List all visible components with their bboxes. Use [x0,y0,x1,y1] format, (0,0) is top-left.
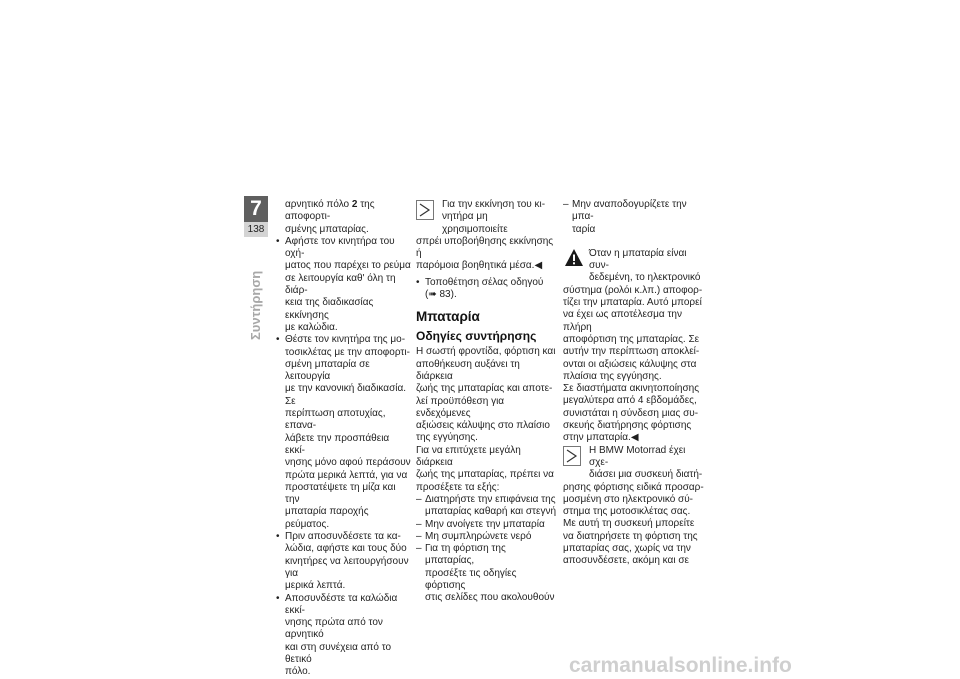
text-line: συνιστάται η σύνδεση μιας συ- [563,407,699,419]
bullet-item: • Θέστε τον κινητήρα της μο- [276,334,411,346]
bullet-item: • Αποσυνδέστε τα καλώδια εκκί- [276,593,411,618]
text-line: Για την εκκίνηση του κι- [442,199,546,210]
text-line: αρνητικό πόλο 2 της αποφορτι- [285,199,375,223]
text-line: ονται οι αξιώσεις κάλυψης στα [563,358,697,370]
text-line: λεί προϋπόθεση για ενδεχόμενες [416,395,505,419]
text-line: με καλώδια. [285,321,338,333]
warning-block [563,248,705,383]
text-line: ταρία [572,223,596,235]
text-line: της εγγύησης. [416,432,478,444]
text-line: σπρέι υποβοήθησης εκκίνησης ή [416,235,554,260]
text-line: τίζει την μπαταρία. Αυτό μπορεί [563,297,702,309]
text-line: Η BMW Motorrad έχει σχε- [589,444,686,468]
text-line: ζωής της μπαταρίας και αποτε- [416,383,553,395]
text-line: μπαταρία παροχής ρεύματος. [285,506,369,530]
bullet-item: • Τοποθέτηση σέλας οδηγού [416,277,556,289]
watermark: carmanualsonline.info [569,654,792,677]
note-block [416,199,556,273]
text-line: πόλο. [285,666,311,678]
text-line: αποθήκευση αυξάνει τη διάρκεια [416,358,520,382]
text-line: προσέξετε τα εξής: [416,481,500,493]
section-title: Συντήρηση [248,270,263,340]
note-block [563,445,705,568]
warning-triangle-icon [564,248,584,268]
text-line: τοσικλέτας με την αποφορτι- [285,346,410,358]
dash-item: – Μην ανοίγετε την μπαταρία [416,519,556,531]
text-line: Όταν η μπαταρία είναι συν- [589,247,687,272]
text-line: ζωής της μπαταρίας, πρέπει να [416,469,554,481]
text-line: μπαταρίας σας, χωρίς να την [563,543,691,555]
text-line: λάβετε την προσπάθεια εκκί- [285,432,390,456]
text-line: νησης πρώτα από τον αρνητικό [285,617,383,641]
note-arrow-icon [416,200,434,220]
text-line: μοσμένη στο ηλεκτρονικό σύ- [563,493,694,505]
text-line: Με αυτή τη συσκευή μπορείτε [563,518,695,530]
chapter-number: 7 [244,196,268,222]
text-line: κεια της διαδικασίας εκκίνησης [285,297,374,321]
text-line: ρησης φόρτισης ειδικά προσαρ- [563,481,704,493]
text-line: Για να επιτύχετε μεγάλη διάρκεια [416,444,521,469]
text-line: μεγαλύτερα από 4 εβδομάδες, [563,395,697,407]
dash-item: – Μην αναποδογυρίζετε την μπα- [563,199,705,224]
text-line: παρόμοια βοηθητικά μέσα.◀ [416,260,543,272]
text-line: ματος που παρέχει το ρεύμα [285,260,411,272]
text-line: αυτήν την περίπτωση αποκλεί- [563,346,700,358]
end-mark: ◀ [630,432,639,444]
bullet-item: • Πριν αποσυνδέσετε τα κα- [276,531,411,543]
bullet-item: • Αφήστε τον κινητήρα του οχή- [276,236,411,261]
text-line: νησης μόνο αφού περάσουν [285,457,411,469]
text-line: Η σωστή φροντίδα, φόρτιση και [416,346,556,358]
text-line: αξιώσεις κάλυψης στο πλαίσιο [416,420,550,432]
text-line: σμένης μπαταρίας. [285,223,369,235]
text-line: προσέξτε τις οδηγίες φόρτισης [425,567,517,592]
dash-item: – Μη συμπληρώνετε νερό [416,531,556,543]
text-line: να έχει ως αποτέλεσμα την πλήρη [563,309,682,333]
text-line: να διατηρήσετε τη φόρτιση της [563,530,698,542]
section-tab [246,250,266,340]
text-line: δεδεμένη, το ηλεκτρονικό [589,272,701,284]
text-line: στημα της μοτοσικλέτας σας. [563,506,691,518]
column-3 [563,199,705,568]
text-line: σμένη μπαταρία σε λειτουργία [285,358,370,383]
column-2 [416,199,556,605]
column-1 [276,199,411,679]
text-line: κινητήρες να λειτουργήσουν για [285,555,409,579]
text-line: πρώτα μερικά λεπτά, για να [285,469,408,481]
text-line: (➠ 83). [425,289,457,301]
text-line: σκευής διατήρησης φόρτισης [563,420,692,432]
text-line: λώδια, αφήστε και τους δύο [285,543,407,555]
end-mark: ◀ [534,260,543,272]
text-line: στις σελίδες που ακολουθούν [425,592,555,604]
text-line: σύστημα (ρολόι κ.λπ.) αποφορ- [563,284,703,296]
text-line: αποσυνδέσετε, ακόμη και σε [563,555,689,567]
text-line: μπαταρίας καθαρή και στεγνή [425,506,557,518]
text-line: νητήρα μη χρησιμοποιείτε [442,211,508,235]
text-line: μερικά λεπτά. [285,580,346,592]
text-line: πλαίσια της εγγύησης. [563,370,662,382]
text-line: και στη συνέχεια από το θετικό [285,641,392,665]
text-line: Σε διαστήματα ακινητοποίησης [563,383,700,395]
dash-item: – Για τη φόρτιση της μπαταρίας, [416,543,556,568]
subsection-heading: Οδηγίες συντήρησης [416,329,537,344]
text-line: σε λειτουργία καθ' όλη τη διάρ- [285,272,396,297]
section-heading: Μπαταρία [416,309,480,325]
text-line: αποφόρτιση της μπαταρίας. Σε [563,333,700,345]
dash-item: – Διατηρήστε την επιφάνεια της [416,494,556,506]
page-number: 138 [244,222,268,237]
text-line: στην μπαταρία.◀ [563,432,639,444]
note-arrow-icon [563,446,581,466]
text-line: περίπτωση αποτυχίας, επανα- [285,408,386,432]
text-line: με την κανονική διαδικασία. Σε [285,383,407,407]
text-line: προστατέψετε τη μίζα και την [285,481,396,506]
text-line: διάσει μια συσκευή διατή- [589,469,703,481]
